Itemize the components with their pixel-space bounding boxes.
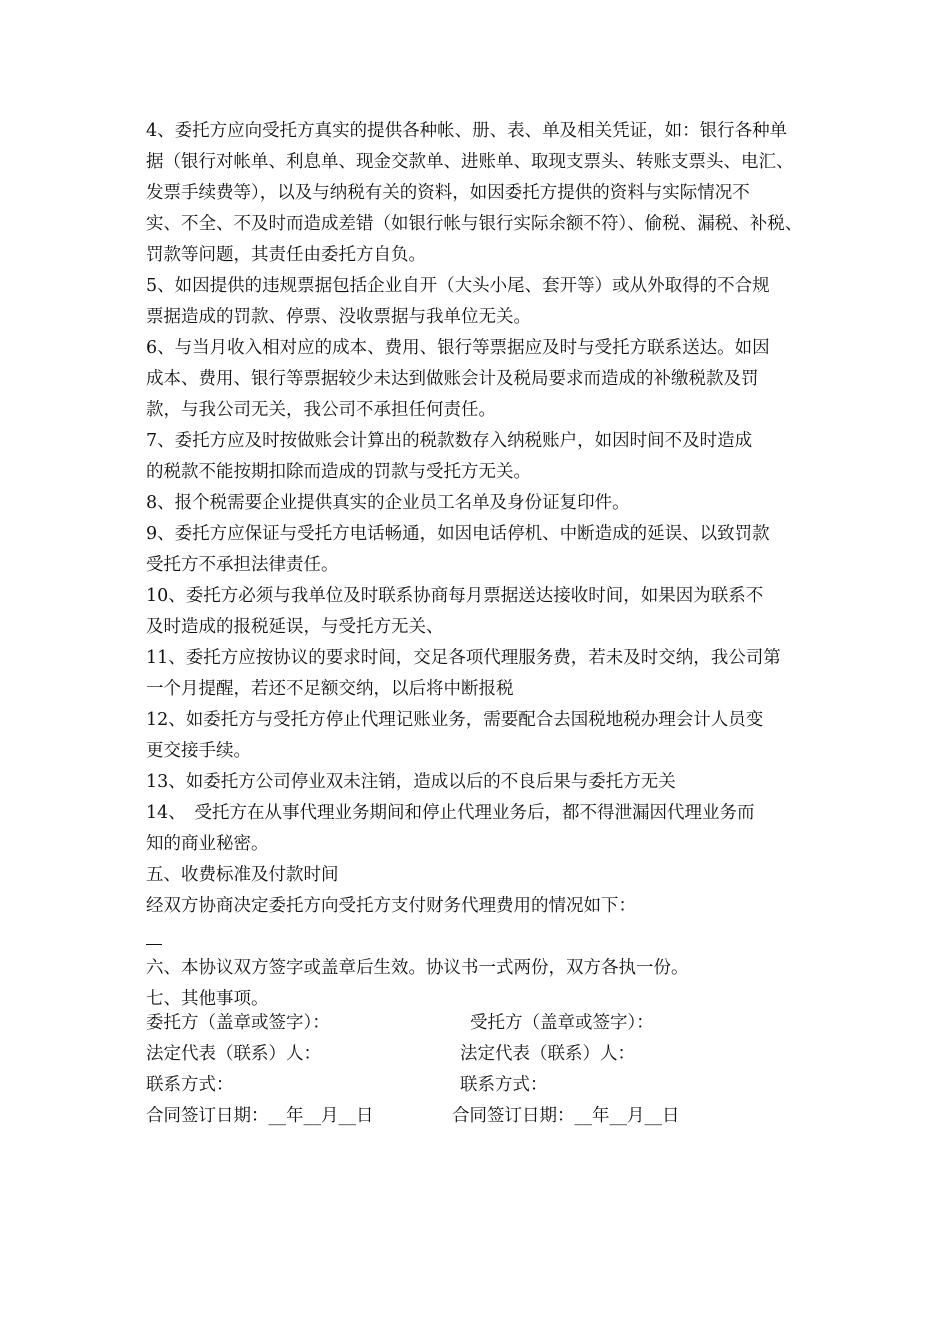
client-contact-label: 联系方式： xyxy=(146,1075,234,1095)
clause-6 xyxy=(146,333,826,426)
clause-line: 及时造成的报税延误，与受托方无关、 xyxy=(146,617,444,637)
client-rep-label: 法定代表（联系）人： xyxy=(146,1044,321,1064)
clause-line: 更交接手续。 xyxy=(146,741,251,761)
clause-line: 款，与我公司无关，我公司不承担任何责任。 xyxy=(146,400,496,420)
clause-line: 知的商业秘密。 xyxy=(146,834,269,854)
clause-11 xyxy=(146,643,826,705)
agent-contact-label: 联系方式： xyxy=(460,1075,548,1095)
clause-line: 7、委托方应及时按做账会计算出的税款数存入纳税账户，如因时间不及时造成 xyxy=(146,431,753,451)
section-6 xyxy=(146,953,826,984)
clause-line: 罚款等问题，其责任由委托方自负。 xyxy=(146,245,426,265)
clause-8 xyxy=(146,488,826,519)
clause-line: 票据造成的罚款、停票、没收票据与我单位无关。 xyxy=(146,307,531,327)
clause-14 xyxy=(146,798,826,860)
clause-line: 一个月提醒，若还不足额交纳，以后将中断报税 xyxy=(146,679,514,699)
section-heading: 五、收费标准及付款时间 xyxy=(146,865,339,885)
clause-line: 成本、费用、银行等票据较少未达到做账会计及税局要求而造成的补缴税款及罚 xyxy=(146,369,759,389)
clause-5 xyxy=(146,271,826,333)
clause-line: 9、委托方应保证与受托方电话畅通，如因电话停机、中断造成的延误、以致罚款 xyxy=(146,524,770,544)
clause-line: 11、委托方应按协议的要求时间，交足各项代理服务费，若未及时交纳，我公司第 xyxy=(146,648,781,668)
section-5 xyxy=(146,860,826,953)
clause-13 xyxy=(146,767,826,798)
clause-line: 实、不全、不及时而造成差错（如银行帐与银行实际余额不符）、偷税、漏税、补税、 xyxy=(146,214,803,234)
agent-rep-label: 法定代表（联系）人： xyxy=(460,1044,635,1064)
clause-4 xyxy=(146,116,826,271)
section-heading: 七、其他事项。 xyxy=(146,989,269,1009)
clause-line: 受托方不承担法律责任。 xyxy=(146,555,339,575)
blank-rule xyxy=(146,944,162,945)
section-text: 经双方协商决定委托方向受托方支付财务代理费用的情况如下： xyxy=(146,896,636,916)
client-party-label: 委托方（盖章或签字）： xyxy=(146,1013,330,1033)
agent-date-label: 合同签订日期：__年__月__日 xyxy=(452,1106,680,1126)
clause-line: 10、委托方必须与我单位及时联系协商每月票据送达接收时间，如果因为联系不 xyxy=(146,586,764,606)
clause-line: 12、如委托方与受托方停止代理记账业务，需要配合去国税地税办理会计人员变 xyxy=(146,710,764,730)
clause-line: 5、如因提供的违规票据包括企业自开（大头小尾、套开等）或从外取得的不合规 xyxy=(146,276,770,296)
clause-10 xyxy=(146,581,826,643)
section-heading: 六、本协议双方签字或盖章后生效。协议书一式两份，双方各执一份。 xyxy=(146,958,689,978)
contract-body xyxy=(146,116,826,1015)
clause-12 xyxy=(146,705,826,767)
clause-line: 4、委托方应向受托方真实的提供各种帐、册、表、单及相关凭证，如：银行各种单 xyxy=(146,121,788,141)
clause-line: 的税款不能按期扣除而造成的罚款与受托方无关。 xyxy=(146,462,531,482)
clause-9 xyxy=(146,519,826,581)
fee-table-placeholder xyxy=(146,922,826,953)
clause-7 xyxy=(146,426,826,488)
clause-line: 14、 受托方在从事代理业务期间和停止代理业务后，都不得泄漏因代理业务而 xyxy=(146,803,755,823)
agent-party-label: 受托方（盖章或签字）： xyxy=(470,1013,654,1033)
clause-line: 据（银行对帐单、利息单、现金交款单、进账单、取现支票头、转账支票头、电汇、 xyxy=(146,152,794,172)
clause-line: 8、报个税需要企业提供真实的企业员工名单及身份证复印件。 xyxy=(146,493,630,513)
clause-line: 发票手续费等），以及与纳税有关的资料，如因委托方提供的资料与实际情况不 xyxy=(146,183,750,203)
client-date-label: 合同签订日期：__年__月__日 xyxy=(146,1106,374,1126)
clause-line: 6、与当月收入相对应的成本、费用、银行等票据应及时与受托方联系送达。如因 xyxy=(146,338,770,358)
clause-line: 13、如委托方公司停业双未注销，造成以后的不良后果与委托方无关 xyxy=(146,772,676,792)
